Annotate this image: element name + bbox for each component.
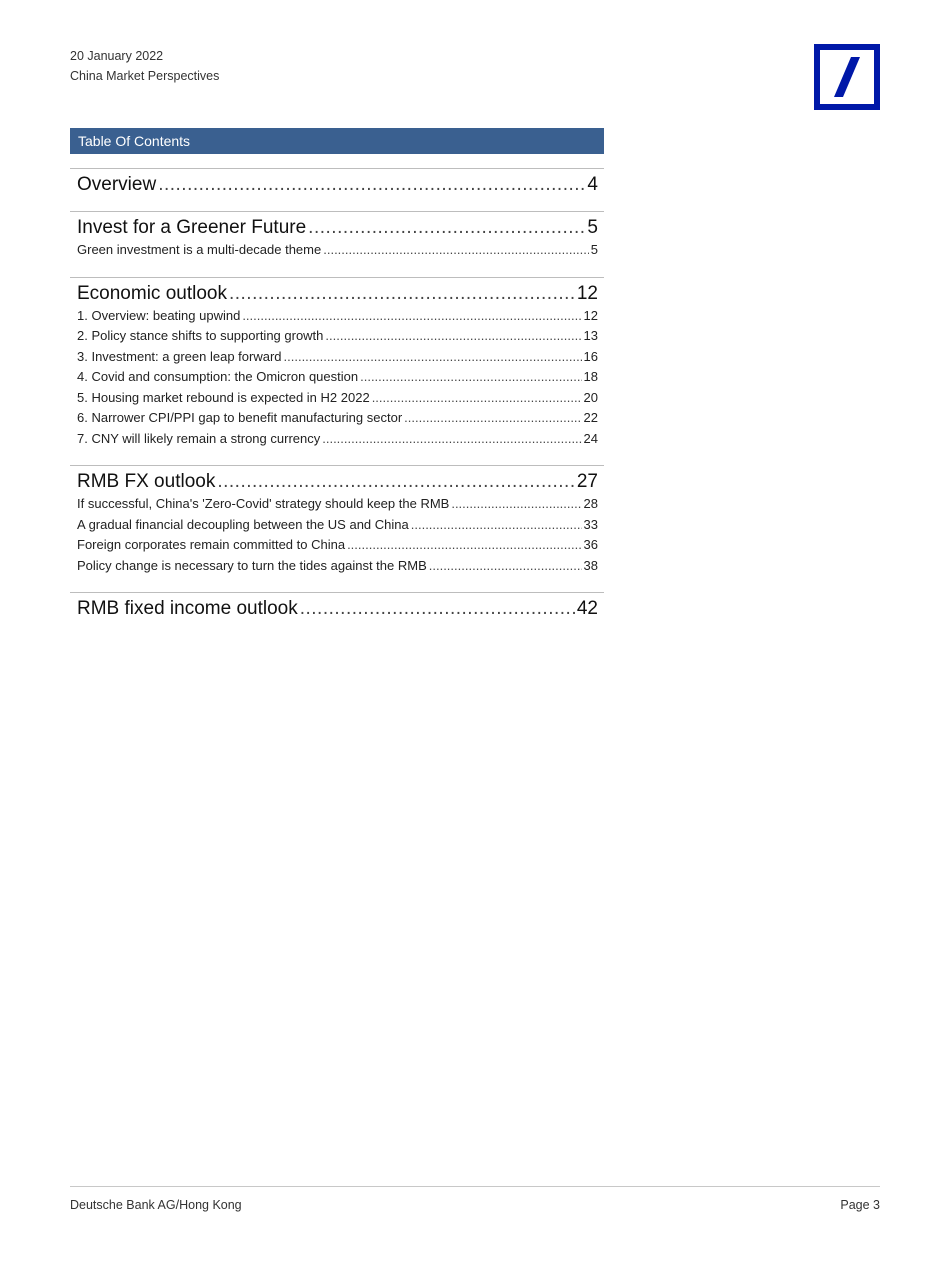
toc-entry[interactable] bbox=[77, 515, 598, 536]
dot-leader bbox=[451, 494, 581, 515]
dot-leader bbox=[347, 535, 581, 556]
toc-entry-title: Policy change is necessary to turn the tides against the RMB bbox=[77, 557, 427, 573]
toc-entry[interactable] bbox=[77, 347, 598, 368]
toc-entry-page: 20 bbox=[583, 389, 598, 405]
toc-section bbox=[70, 465, 604, 592]
toc-title: Table Of Contents bbox=[70, 128, 604, 154]
dot-leader bbox=[242, 306, 581, 327]
toc-entry-title: Green investment is a multi-decade theme bbox=[77, 242, 322, 257]
toc-section-title: RMB FX outlook bbox=[77, 471, 216, 492]
dot-leader bbox=[300, 597, 575, 621]
deutsche-bank-logo bbox=[814, 44, 880, 110]
toc-entry-page: 33 bbox=[583, 516, 598, 532]
toc-entry-page: 12 bbox=[583, 307, 598, 323]
toc-entry-page: 22 bbox=[583, 410, 598, 425]
toc-entry[interactable] bbox=[77, 367, 598, 388]
toc-section-heading[interactable] bbox=[77, 173, 598, 197]
dot-leader bbox=[229, 282, 575, 306]
toc-entry-page: 38 bbox=[583, 557, 598, 573]
footer-divider bbox=[70, 1186, 880, 1187]
toc-entry-title: Foreign corporates remain committed to China bbox=[77, 537, 346, 552]
toc-section bbox=[70, 592, 604, 635]
toc-entry[interactable] bbox=[77, 429, 598, 450]
toc-entry-title: 7. CNY will likely remain a strong currency bbox=[77, 430, 321, 446]
toc-section-title: Invest for a Greener Future bbox=[77, 217, 307, 238]
toc-section bbox=[70, 211, 604, 277]
toc-entry[interactable] bbox=[77, 388, 598, 409]
toc-section-page: 5 bbox=[587, 217, 598, 238]
toc-entry[interactable] bbox=[77, 556, 598, 577]
toc-entry-title: 6. Narrower CPI/PPI gap to benefit manufacturing sector bbox=[77, 410, 403, 425]
dot-leader bbox=[360, 367, 581, 388]
dot-leader bbox=[325, 326, 581, 347]
toc-entry-title: If successful, China's 'Zero-Covid' strategy should keep the RMB bbox=[77, 496, 450, 511]
toc-section-page: 4 bbox=[587, 174, 598, 195]
dot-leader bbox=[372, 388, 582, 409]
toc-entry-page: 18 bbox=[583, 369, 598, 384]
toc-section-heading[interactable] bbox=[77, 597, 598, 621]
toc-entry[interactable] bbox=[77, 494, 598, 515]
toc-entry[interactable] bbox=[77, 408, 598, 429]
toc-section bbox=[70, 277, 604, 466]
toc-section bbox=[70, 168, 604, 211]
toc-entry-title: 5. Housing market rebound is expected in H2 2022 bbox=[77, 389, 370, 405]
report-date: 20 January 2022 bbox=[70, 49, 164, 63]
toc-entry-page: 5 bbox=[590, 242, 598, 257]
toc-section-page: 12 bbox=[576, 282, 598, 304]
toc-entry[interactable] bbox=[77, 240, 598, 261]
toc-entry-title: 2. Policy stance shifts to supporting growth bbox=[77, 328, 324, 343]
toc-entry[interactable] bbox=[77, 306, 598, 327]
toc-section-heading[interactable] bbox=[77, 470, 598, 494]
logo-slash-icon bbox=[820, 50, 874, 104]
dot-leader bbox=[284, 347, 582, 368]
toc-entry-title: 4. Covid and consumption: the Omicron question bbox=[77, 369, 359, 384]
publication-title: China Market Perspectives bbox=[70, 69, 220, 83]
toc-entry-page: 24 bbox=[583, 430, 598, 446]
toc-section-page: 42 bbox=[576, 598, 598, 619]
toc-entry[interactable] bbox=[77, 326, 598, 347]
dot-leader bbox=[308, 216, 585, 240]
dot-leader bbox=[158, 173, 585, 197]
toc-section-title: RMB fixed income outlook bbox=[77, 598, 298, 619]
dot-leader bbox=[429, 556, 582, 577]
toc-entry-title: A gradual financial decoupling between the US and China bbox=[77, 516, 409, 532]
toc-entry-page: 28 bbox=[583, 496, 598, 511]
toc-entry-page: 36 bbox=[583, 537, 598, 552]
dot-leader bbox=[217, 470, 575, 494]
toc-section-title: Overview bbox=[77, 174, 157, 195]
toc-section-heading[interactable] bbox=[77, 216, 598, 240]
toc-section-page: 27 bbox=[576, 471, 598, 492]
toc-section-heading[interactable] bbox=[77, 282, 598, 306]
footer-company: Deutsche Bank AG/Hong Kong bbox=[70, 1198, 242, 1212]
dot-leader bbox=[323, 240, 589, 261]
toc-section-title: Economic outlook bbox=[77, 282, 227, 304]
dot-leader bbox=[404, 408, 581, 429]
document-header bbox=[70, 46, 219, 86]
toc-entry-page: 16 bbox=[583, 348, 598, 364]
toc-entry[interactable] bbox=[77, 535, 598, 556]
dot-leader bbox=[411, 515, 582, 536]
toc-entry-title: 3. Investment: a green leap forward bbox=[77, 348, 282, 364]
dot-leader bbox=[322, 429, 581, 450]
toc-entry-title: 1. Overview: beating upwind bbox=[77, 307, 241, 323]
toc-entry-page: 13 bbox=[583, 328, 598, 343]
toc-sections bbox=[70, 168, 604, 635]
page-number: Page 3 bbox=[840, 1198, 880, 1212]
table-of-contents bbox=[70, 128, 604, 635]
